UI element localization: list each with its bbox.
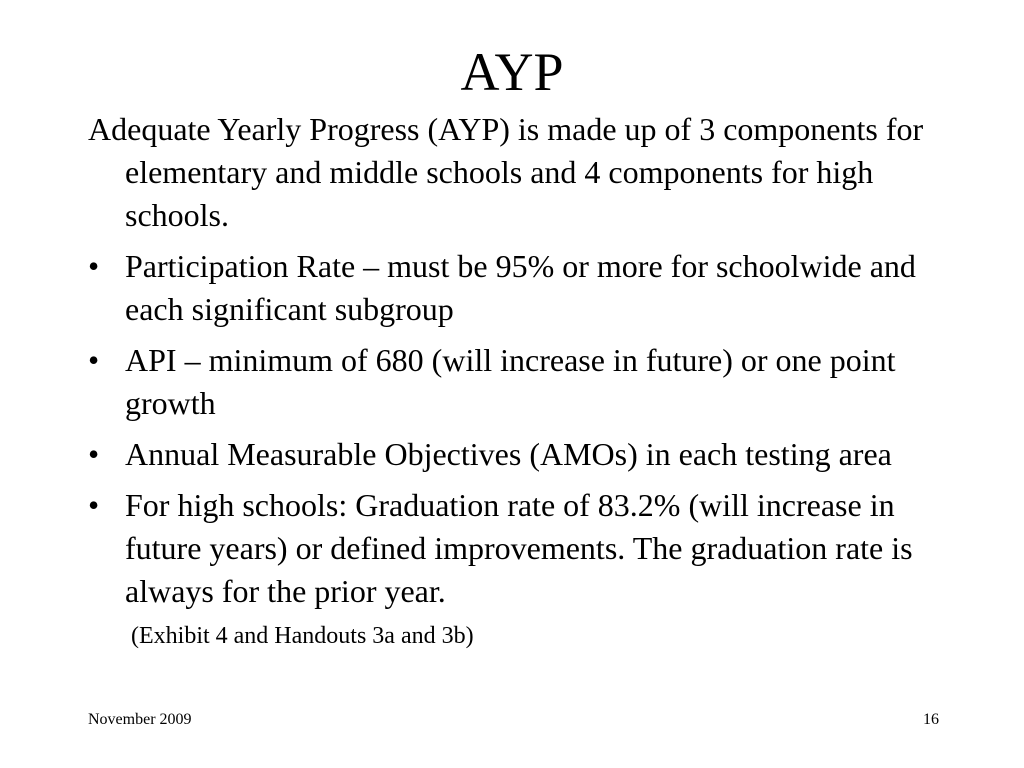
bullet-icon: • — [88, 342, 100, 378]
page-number: 16 — [923, 711, 939, 728]
bullet-item — [88, 339, 948, 425]
bullet-icon: • — [88, 487, 100, 523]
intro-paragraph: Adequate Yearly Progress (AYP) is made up of 3 components for elementary and middle schools and 4 components for high schools. — [88, 111, 924, 233]
footer-date: November 2009 — [88, 711, 192, 728]
bullet-text: API – minimum of 680 (will increase in future) or one point growth — [125, 342, 896, 421]
bullet-item — [88, 484, 948, 613]
reference-note: (Exhibit 4 and Handouts 3a and 3b) — [131, 623, 474, 649]
bullet-text: Annual Measurable Objectives (AMOs) in each testing area — [125, 436, 892, 472]
bullet-icon: • — [88, 436, 100, 472]
bullet-item — [88, 433, 948, 476]
bullet-text: For high schools: Graduation rate of 83.2% (will increase in future years) or defined improvements. The graduation rate is always for the prior year. — [125, 487, 913, 609]
bullet-item — [88, 245, 948, 331]
bullet-icon: • — [88, 248, 100, 284]
slide-title: AYP — [460, 42, 564, 102]
slide-body — [88, 108, 948, 651]
bullet-text: Participation Rate – must be 95% or more for schoolwide and each significant subgroup — [125, 248, 916, 327]
